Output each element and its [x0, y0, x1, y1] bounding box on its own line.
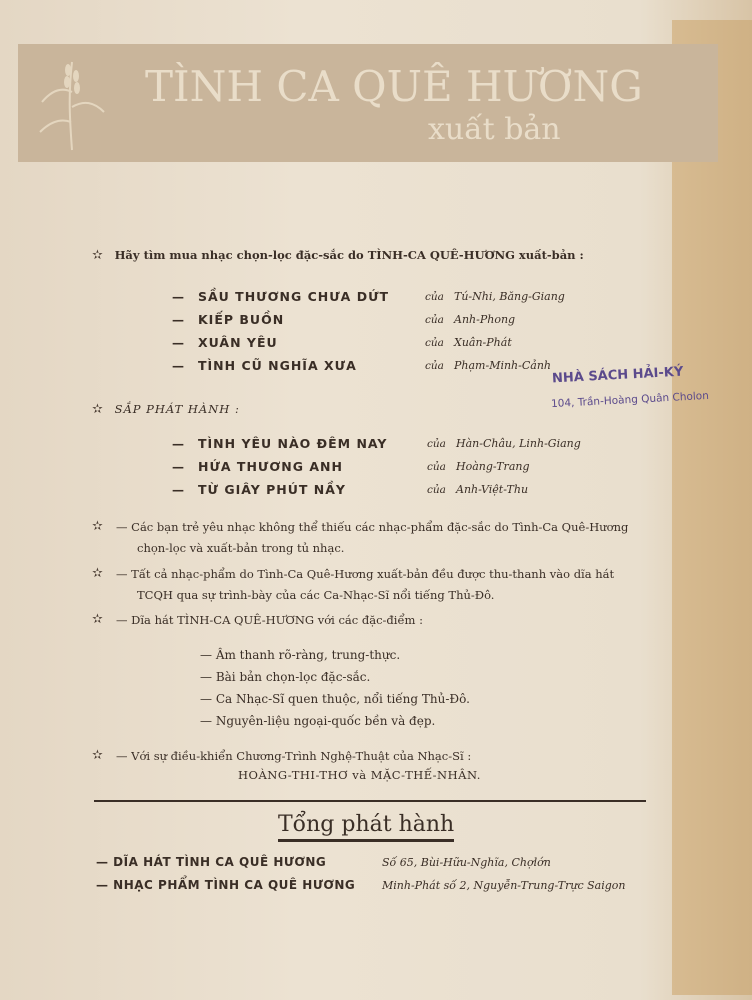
- song-dash: —: [172, 290, 184, 304]
- star-icon: ✫: [92, 612, 103, 627]
- section-divider: [94, 800, 646, 802]
- bookstore-stamp-address: 104, Trần-Hoàng Quân Cholon: [550, 389, 710, 411]
- song-author-4: Phạm-Minh-Cảnh: [454, 359, 552, 372]
- upcoming-title-1: TÌNH YÊU NÀO ĐÊM NAY: [198, 436, 388, 451]
- distribution-title: Tổng phát hành: [278, 812, 454, 842]
- star-icon: ✫: [92, 402, 103, 417]
- intro-line: [92, 248, 584, 263]
- note-2-line-1: — Tất cả nhạc-phẩm do Tình-Ca Quê-Hương xuất-bản đều được thu-thanh vào dĩa hát: [116, 567, 615, 581]
- by-word: của: [425, 337, 444, 349]
- paper-edge-strip: [672, 20, 752, 995]
- by-word: của: [425, 360, 444, 372]
- song-dash: —: [172, 437, 184, 451]
- by-word: của: [425, 291, 444, 303]
- distributor-name-2: — NHẠC PHẨM TÌNH CA QUÊ HƯƠNG: [96, 878, 356, 892]
- by-word: của: [427, 438, 446, 450]
- banner-subtitle: xuất bản: [428, 112, 561, 147]
- song-author-1: Tú-Nhi, Băng-Giang: [454, 290, 565, 303]
- star-icon: ✫: [92, 248, 103, 263]
- star-icon: ✫: [92, 566, 103, 581]
- bookstore-stamp-name: NHÀ SÁCH HẢI-KÝ: [551, 364, 684, 387]
- note-3: — Dĩa hát TÌNH-CA QUÊ-HƯƠNG với các đặc-điểm :: [116, 613, 423, 627]
- song-title-2: KIẾP BUỒN: [198, 312, 285, 327]
- song-dash: —: [172, 359, 184, 373]
- upcoming-heading-line: [92, 402, 240, 417]
- distributor-address-1: Số 65, Bùi-Hữu-Nghĩa, Chợlớn: [382, 856, 551, 869]
- rice-stalk-icon: [32, 52, 112, 152]
- song-author-3: Xuân-Phát: [454, 336, 512, 349]
- feature-4: — Nguyên-liệu ngoại-quốc bền và đẹp.: [200, 714, 436, 728]
- direction-line-2: HOÀNG-THI-THƠ và MẶC-THẾ-NHÂN.: [238, 768, 481, 782]
- note-2-line-2: TCQH qua sự trình-bày của các Ca-Nhạc-Sĩ nổi tiếng Thủ-Đô.: [137, 588, 495, 602]
- star-icon: ✫: [92, 519, 103, 534]
- upcoming-heading: SẮP PHÁT HÀNH :: [114, 402, 240, 416]
- upcoming-author-1: Hàn-Châu, Linh-Giang: [456, 437, 581, 450]
- upcoming-title-2: HỨA THƯƠNG ANH: [198, 459, 343, 474]
- banner-title: TÌNH CA QUÊ HƯƠNG: [145, 62, 643, 111]
- note-1-line-2: chọn-lọc và xuất-bản trong tủ nhạc.: [137, 541, 345, 555]
- song-title-3: XUÂN YÊU: [198, 335, 278, 350]
- feature-2: — Bài bản chọn-lọc đặc-sắc.: [200, 670, 371, 684]
- distributor-address-2: Minh-Phát số 2, Nguyễn-Trung-Trực Saigon: [382, 879, 626, 892]
- song-dash: —: [172, 460, 184, 474]
- direction-line-1: — Với sự điều-khiển Chương-Trình Nghệ-Thuật của Nhạc-Sĩ :: [116, 749, 472, 763]
- feature-3: — Ca Nhạc-Sĩ quen thuộc, nổi tiếng Thủ-Đô.: [200, 692, 470, 706]
- intro-text: Hãy tìm mua nhạc chọn-lọc đặc-sắc do TÌNH-CA QUÊ-HƯƠNG xuất-bản :: [114, 248, 584, 262]
- song-dash: —: [172, 313, 184, 327]
- by-word: của: [427, 484, 446, 496]
- by-word: của: [427, 461, 446, 473]
- song-title-4: TÌNH CŨ NGHĨA XƯA: [198, 358, 357, 373]
- distributor-name-1: — DĨA HÁT TÌNH CA QUÊ HƯƠNG: [96, 855, 327, 869]
- by-word: của: [425, 314, 444, 326]
- song-author-2: Anh-Phong: [454, 313, 516, 326]
- note-1-line-1: — Các bạn trẻ yêu nhạc không thể thiếu các nhạc-phẩm đặc-sắc do Tình-Ca Quê-Hương: [116, 520, 629, 534]
- song-dash: —: [172, 336, 184, 350]
- song-title-1: SẦU THƯƠNG CHƯA DỨT: [198, 289, 390, 304]
- song-dash: —: [172, 483, 184, 497]
- star-icon: ✫: [92, 748, 103, 763]
- upcoming-title-3: TỪ GIÂY PHÚT NẦY: [198, 482, 346, 497]
- feature-1: — Âm thanh rõ-ràng, trung-thực.: [200, 648, 401, 662]
- upcoming-author-2: Hoàng-Trang: [456, 460, 530, 473]
- upcoming-author-3: Anh-Việt-Thu: [456, 483, 529, 496]
